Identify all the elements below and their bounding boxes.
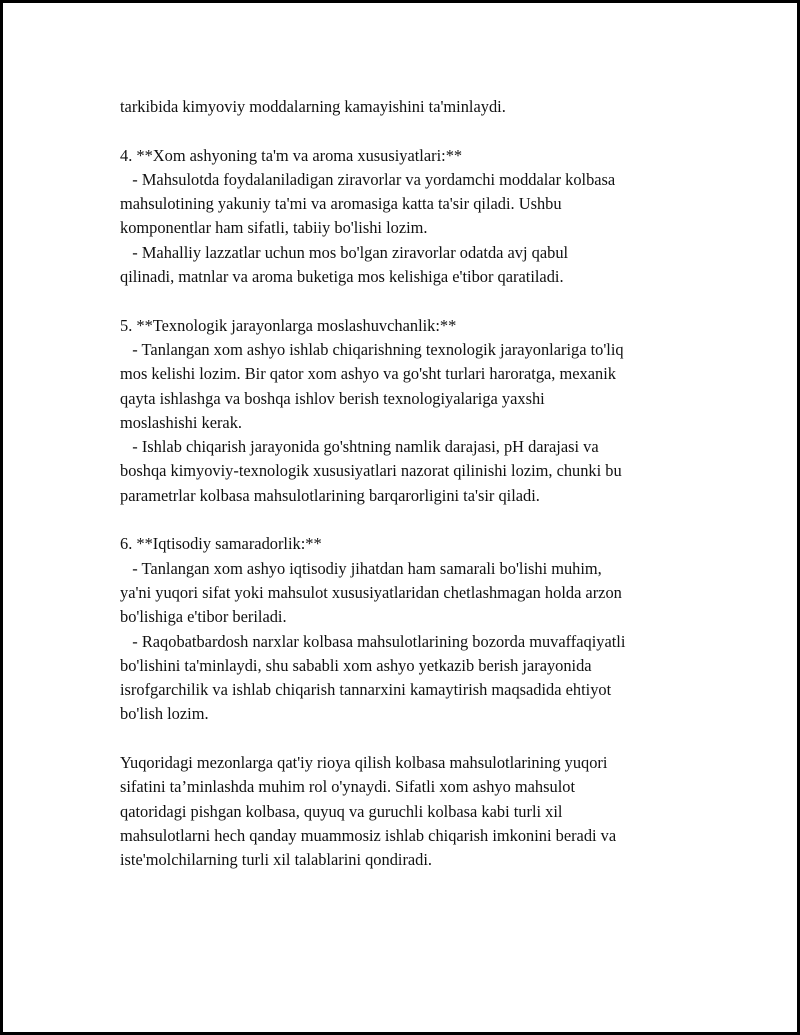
text-line: bo'lish lozim. bbox=[120, 704, 209, 724]
text-line: Yuqoridagi mezonlarga qat'iy rioya qilish kolbasa mahsulotlarining yuqori bbox=[120, 753, 608, 773]
text-line: mahsulotlarni hech qanday muammosiz ishlab chiqarish imkonini beradi va bbox=[120, 825, 617, 845]
conclusion-paragraph bbox=[120, 751, 720, 872]
paragraph-spacer bbox=[120, 289, 720, 313]
text-line: boshqa kimyoviy-texnologik xususiyatlari nazorat qilinishi lozim, chunki bu bbox=[120, 461, 622, 481]
section-5-technology-adaptability bbox=[120, 314, 720, 508]
text-line: komponentlar ham sifatli, tabiiy bo'lishi lozim. bbox=[120, 218, 428, 238]
section-heading: 5. **Texnologik jarayonlarga moslashuvchanlik:** bbox=[120, 315, 457, 335]
section-heading: 6. **Iqtisodiy samaradorlik:** bbox=[120, 534, 322, 554]
paragraph-spacer bbox=[120, 508, 720, 532]
text-line: moslashishi kerak. bbox=[120, 412, 243, 432]
text-line: qatoridagi pishgan kolbasa, quyuq va guruchli kolbasa kabi turli xil bbox=[120, 801, 563, 821]
text-line: mahsulotining yakuniy ta'mi va aromasiga katta ta'sir qiladi. Ushbu bbox=[120, 194, 562, 214]
section-4-taste-aroma bbox=[120, 144, 720, 290]
text-line: tarkibida kimyoviy moddalarning kamayishini ta'minlaydi. bbox=[120, 97, 506, 116]
text-line: - Ishlab chiqarish jarayonida go'shtning namlik darajasi, pH darajasi va bbox=[120, 437, 599, 457]
document-body bbox=[120, 95, 720, 873]
text-line: - Tanlangan xom ashyo iqtisodiy jihatdan ham samarali bo'lishi muhim, bbox=[120, 558, 602, 578]
text-line: ya'ni yuqori sifat yoki mahsulot xususiyatlaridan chetlashmagan holda arzon bbox=[120, 582, 622, 602]
text-line: - Mahsulotda foydalaniladigan ziravorlar va yordamchi moddalar kolbasa bbox=[120, 169, 616, 189]
text-line: isrofgarchilik va ishlab chiqarish tannarxini kamaytirish maqsadida ehtiyot bbox=[120, 680, 612, 700]
text-line: parametrlar kolbasa mahsulotlarining barqarorligini ta'sir qiladi. bbox=[120, 485, 540, 505]
text-line: bo'lishini ta'minlaydi, shu sababli xom ashyo yetkazib berish jarayonida bbox=[120, 655, 592, 675]
section-heading: 4. **Xom ashyoning ta'm va aroma xususiyatlari:** bbox=[120, 145, 463, 165]
text-line: mos kelishi lozim. Bir qator xom ashyo va go'sht turlari haroratga, mexanik bbox=[120, 364, 616, 384]
text-line: iste'molchilarning turli xil talablarini qondiradi. bbox=[120, 850, 433, 870]
text-line: - Tanlangan xom ashyo ishlab chiqarishning texnologik jarayonlariga to'liq bbox=[120, 339, 624, 359]
paragraph-spacer bbox=[120, 727, 720, 751]
text-line: qayta ishlashga va boshqa ishlov berish texnologiyalariga yaxshi bbox=[120, 388, 545, 408]
text-line: - Raqobatbardosh narxlar kolbasa mahsulotlarining bozorda muvaffaqiyatli bbox=[120, 631, 626, 651]
text-line: qilinadi, matnlar va aroma buketiga mos kelishiga e'tibor qaratiladi. bbox=[120, 267, 564, 287]
text-line: - Mahalliy lazzatlar uchun mos bo'lgan ziravorlar odatda avj qabul bbox=[120, 242, 569, 262]
paragraph-intro-tail bbox=[120, 95, 720, 119]
section-6-economic-efficiency bbox=[120, 532, 720, 726]
text-line: bo'lishiga e'tibor beriladi. bbox=[120, 607, 287, 627]
paragraph-spacer bbox=[120, 119, 720, 143]
text-line: sifatini ta’minlashda muhim rol o'ynaydi. Sifatli xom ashyo mahsulot bbox=[120, 777, 576, 797]
